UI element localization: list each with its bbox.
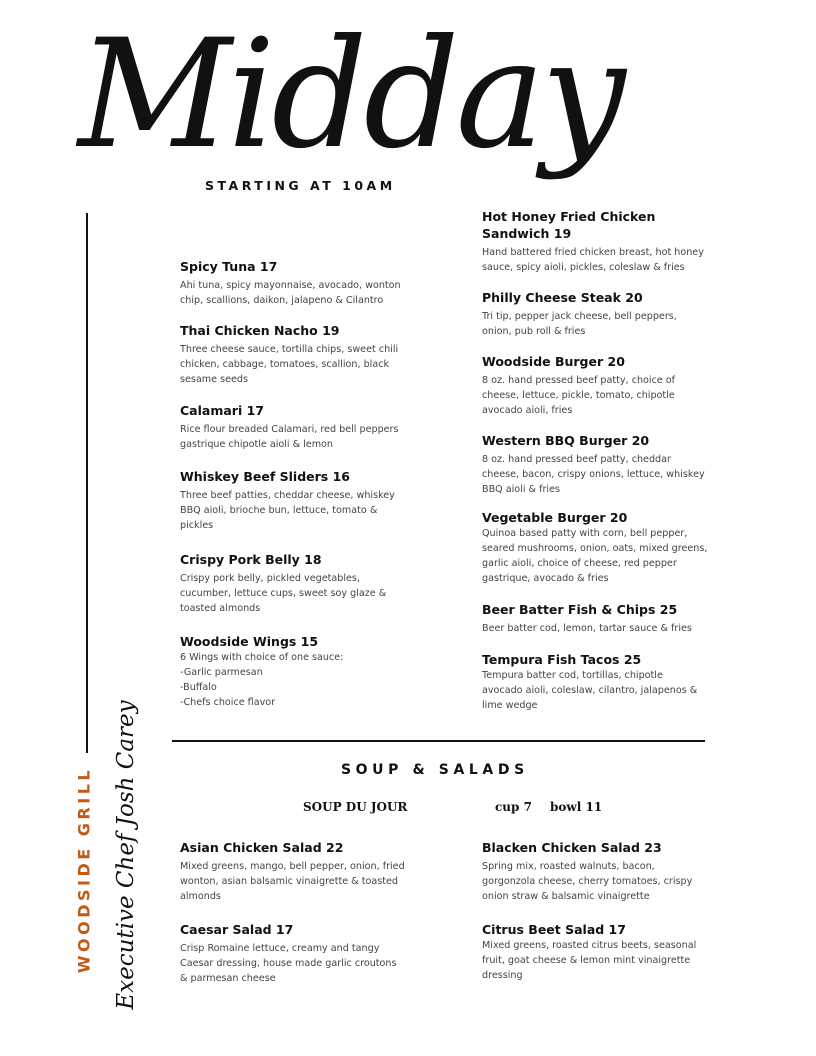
- section-divider: [172, 740, 705, 742]
- menu-title: Midday: [78, 8, 622, 182]
- item-description: Crisp Romaine lettuce, creamy and tangy Caesar dressing, house made garlic croutons & parmesan cheese: [180, 943, 397, 984]
- vertical-divider: [86, 213, 88, 753]
- section-title-soup-salads: SOUP & SALADS: [341, 762, 529, 778]
- item-description: Three cheese sauce, tortilla chips, sweet chili chicken, cabbage, tomatoes, scallion, black sesame seeds: [180, 344, 399, 385]
- item-name: Tempura Fish Tacos 25: [482, 652, 642, 667]
- restaurant-name: WOODSIDE GRILL: [74, 766, 94, 974]
- item-name: Thai Chicken Nacho 19: [180, 323, 340, 338]
- item-description: Rice flour breaded Calamari, red bell peppers gastrique chipotle aioli & lemon: [180, 424, 399, 450]
- item-name: Calamari 17: [180, 403, 264, 418]
- menu-item-spicy-tuna: [180, 258, 401, 308]
- item-name: Crispy Pork Belly 18: [180, 552, 322, 567]
- item-description: Spring mix, roasted walnuts, bacon, gorgonzola cheese, cherry tomatoes, crispy onion straw & balsamic vinaigrette: [482, 861, 693, 902]
- item-description: Crispy pork belly, pickled vegetables, cucumber, lettuce cups, sweet soy glaze & toasted almonds: [180, 573, 387, 614]
- item-name: Beer Batter Fish & Chips 25: [482, 602, 678, 617]
- item-name: Caesar Salad 17: [180, 922, 294, 937]
- soup-cup-price: cup 7: [495, 800, 532, 814]
- menu-item-crispy-pork-belly: [180, 551, 386, 616]
- menu-item-whiskey-beef-sliders: [180, 468, 395, 533]
- soup-du-jour-label: SOUP DU JOUR: [303, 800, 408, 814]
- menu-item-woodside-wings: [180, 633, 343, 710]
- item-description: Mixed greens, roasted citrus beets, seasonal fruit, goat cheese & lemon mint vinaigrette dressing: [482, 940, 697, 981]
- item-description: Mixed greens, mango, bell pepper, onion, fried wonton, asian balsamic vinaigrette & toasted almonds: [180, 861, 405, 902]
- menu-item-philly-cheese-steak: [482, 289, 677, 339]
- item-name: Asian Chicken Salad 22: [180, 840, 344, 855]
- item-description: Three beef patties, cheddar cheese, whiskey BBQ aioli, brioche bun, lettuce, tomato & pickles: [180, 490, 395, 531]
- item-description: 6 Wings with choice of one sauce: -Garlic parmesan -Buffalo -Chefs choice flavor: [180, 652, 344, 708]
- menu-item-tempura-fish-tacos: [482, 651, 697, 713]
- menu-item-asian-chicken-salad: [180, 839, 405, 904]
- item-description: Hand battered fried chicken breast, hot honey sauce, spicy aioli, pickles, coleslaw & fries: [482, 247, 704, 273]
- menu-item-beer-batter-fish-chips: [482, 601, 692, 636]
- item-description: 8 oz. hand pressed beef patty, choice of cheese, lettuce, pickle, tomato, chipotle avocado aioli, fries: [482, 375, 676, 416]
- menu-item-western-bbq-burger: [482, 432, 705, 497]
- menu-item-hot-honey-fried-chicken: [482, 208, 704, 275]
- menu-item-caesar-salad: [180, 921, 397, 986]
- item-name: Citrus Beet Salad 17: [482, 922, 626, 937]
- item-description: Quinoa based patty with corn, bell pepper, seared mushrooms, onion, oats, mixed greens, garlic aioli, choice of cheese, red pepper gastrique, avocado & fries: [482, 528, 708, 584]
- item-name: Blacken Chicken Salad 23: [482, 840, 662, 855]
- menu-item-citrus-beet-salad: [482, 921, 696, 983]
- item-name: Hot Honey Fried Chicken Sandwich 19: [482, 209, 656, 241]
- menu-item-woodside-burger: [482, 353, 675, 418]
- soup-bowl-price: bowl 11: [550, 800, 603, 814]
- item-description: Tri tip, pepper jack cheese, bell peppers, onion, pub roll & fries: [482, 311, 677, 337]
- menu-item-blacken-chicken-salad: [482, 839, 692, 904]
- item-name: Western BBQ Burger 20: [482, 433, 650, 448]
- item-name: Whiskey Beef Sliders 16: [180, 469, 350, 484]
- item-name: Spicy Tuna 17: [180, 259, 278, 274]
- item-description: Tempura batter cod, tortillas, chipotle avocado aioli, coleslaw, cilantro, jalapenos & lime wedge: [482, 670, 698, 711]
- menu-item-calamari: [180, 402, 399, 452]
- item-name: Vegetable Burger 20: [482, 510, 628, 525]
- item-description: Ahi tuna, spicy mayonnaise, avocado, wonton chip, scallions, daikon, jalapeno & Cilantro: [180, 280, 401, 306]
- chef-signature: Executive Chef Josh Carey: [113, 700, 139, 1010]
- item-name: Woodside Wings 15: [180, 634, 319, 649]
- item-description: 8 oz. hand pressed beef patty, cheddar cheese, bacon, crispy onions, lettuce, whiskey BBQ aioli & fries: [482, 454, 705, 495]
- item-name: Woodside Burger 20: [482, 354, 625, 369]
- menu-item-vegetable-burger: [482, 509, 707, 586]
- menu-subtitle: STARTING AT 10AM: [205, 178, 396, 193]
- item-name: Philly Cheese Steak 20: [482, 290, 643, 305]
- menu-item-thai-chicken-nacho: [180, 322, 398, 387]
- item-description: Beer batter cod, lemon, tartar sauce & fries: [482, 623, 692, 634]
